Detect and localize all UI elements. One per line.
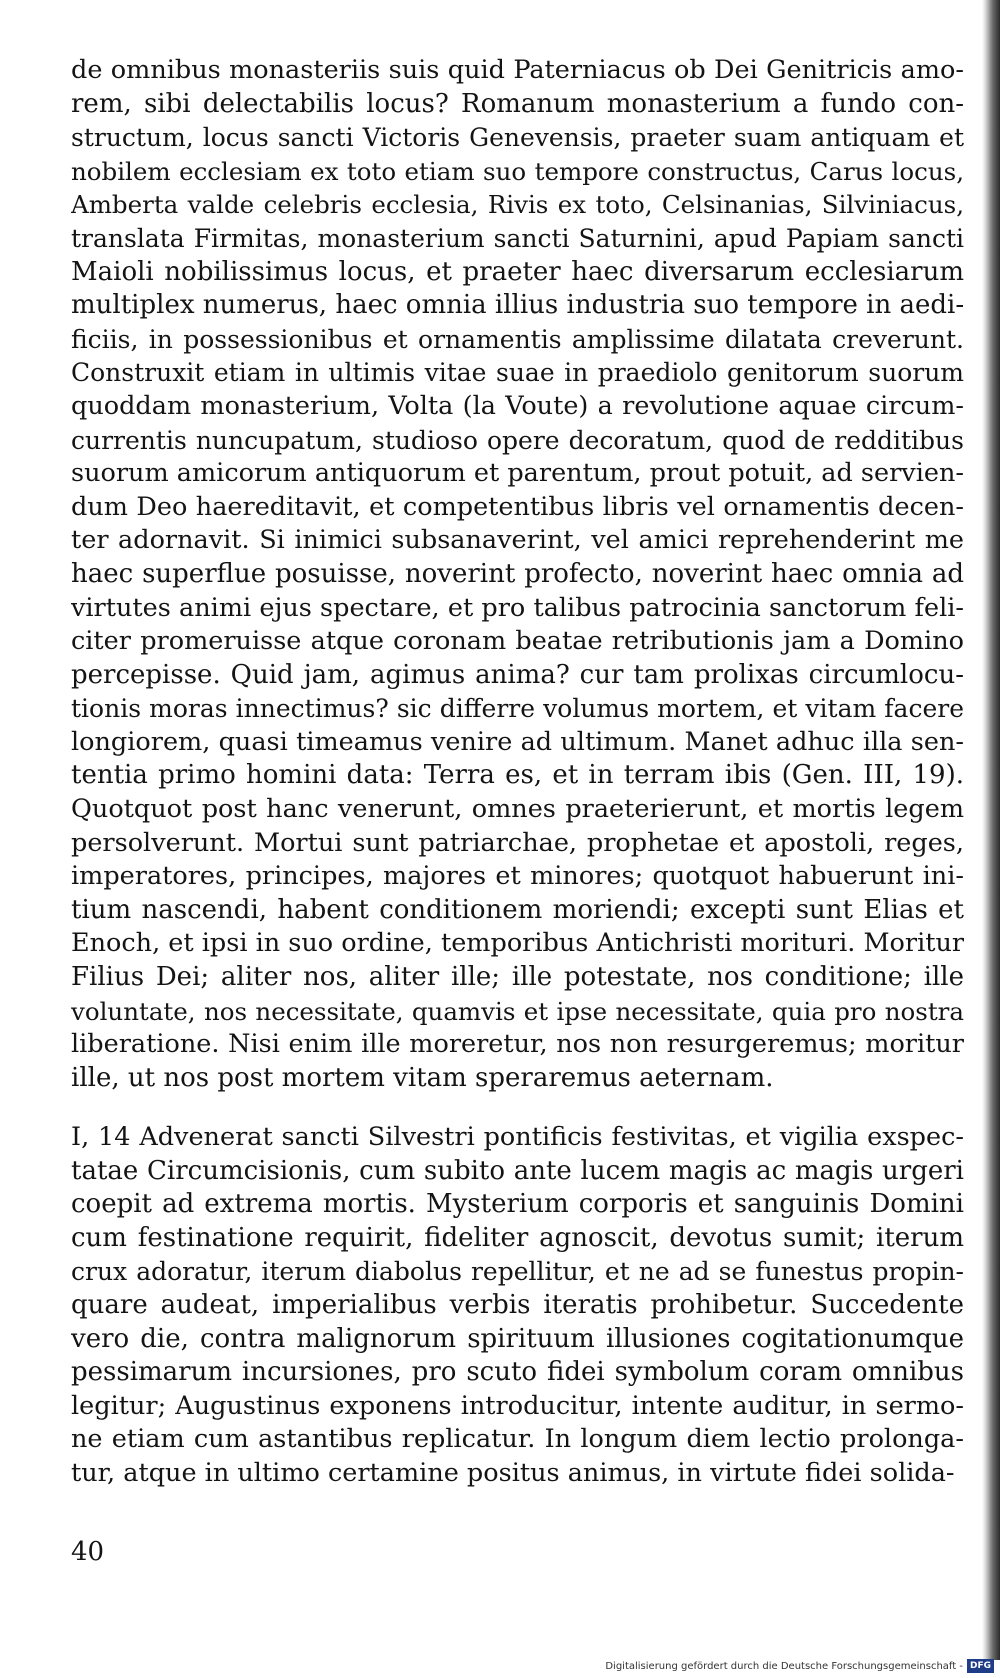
text-line: Filius Dei; aliter nos, aliter ille; ille potestate, nos conditione; ille [71,962,964,993]
text-line: ter adornavit. Si inimici subsanaverint, vel amici reprehenderint me [71,525,964,556]
text-line: persolverunt. Mortui sunt patriarchae, prophetae et apostoli, reges, [71,827,964,858]
text-line: tium nascendi, habent conditionem moriendi; excepti sunt Elias et [71,894,964,925]
text-line: citer promeruisse atque coronam beatae retributionis jam a Domino [71,626,964,657]
text-line: tentia primo homini data: Terra es, et in terram ibis (Gen. III, 19). [71,760,964,791]
text-line: vero die, contra malignorum spirituum illusiones cogitationumque [71,1323,964,1354]
text-line: tatae Circumcisionis, cum subito ante lucem magis ac magis urgeri [71,1155,964,1186]
text-line: currentis nuncupatum, studioso opere decoratum, quod de redditibus [71,425,964,455]
text-line: ille, ut nos post mortem vitam speraremus aeternam. [71,1062,774,1093]
digitization-footer [605,1658,994,1674]
text-line: Amberta valde celebris ecclesia, Rivis ex toto, Celsinanias, Silviniacus, [71,190,964,220]
footer-credit-text: Digitalisierung gefördert durch die Deutsche Forschungsgemeinschaft - [605,1660,963,1672]
text-line: suorum amicorum antiquorum et parentum, prout potuit, ad servien- [71,458,964,489]
text-line: multiplex numerus, haec omnia illius industria suo tempore in aedi- [71,290,964,321]
text-line: nobilem ecclesiam ex toto etiam suo tempore constructus, Carus locus, [71,156,964,186]
page-edge-shadow [982,0,1000,1660]
text-line: liberatione. Nisi enim ille moreretur, nos non resurgeremus; moritur [71,1029,964,1060]
text-line: coepit ad extrema mortis. Mysterium corporis et sanguinis Domini [71,1189,964,1220]
text-line: ne etiam cum astantibus replicatur. In longum diem lectio prolonga- [71,1424,964,1455]
text-line: tionis moras innectimus? sic differre volumus mortem, et vitam facere [71,694,964,724]
text-line: longiorem, quasi timeamus venire ad ultimum. Manet adhuc illa sen- [71,726,964,757]
text-line: imperatores, principes, majores et minores; quotquot habuerunt ini- [71,861,964,892]
text-line: tur, atque in ultimo certamine positus animus, in virtute fidei solida- [71,1457,955,1488]
paragraph-1 [71,54,964,1095]
text-line: structum, locus sancti Victoris Genevensis, praeter suam antiquam et [71,123,964,153]
text-line: de omnibus monasteriis suis quid Paterniacus ob Dei Genitricis amo- [71,55,964,85]
text-line: haec superflue posuisse, noverint profecto, noverint haec omnia ad [71,558,964,589]
text-line: I, 14 Advenerat sancti Silvestri pontificis festivitas, et vigilia exspec- [71,1122,964,1152]
text-line: Maioli nobilissimus locus, et praeter haec diversarum ecclesiarum [71,256,964,287]
text-line: ficiis, in possessionibus et ornamentis amplissime dilatata creverunt. [71,324,964,354]
text-line: translata Firmitas, monasterium sancti Saturnini, apud Papiam sancti [71,223,964,253]
text-line: Quotquot post hanc venerunt, omnes praeterierunt, et mortis legem [71,794,964,825]
text-line: quoddam monasterium, Volta (la Voute) a revolutione aquae circum- [71,390,964,421]
text-line: percepisse. Quid jam, agimus anima? cur tam prolixas circumlocu- [71,659,964,690]
text-line: dum Deo haereditavit, et competentibus libris vel ornamentis decen- [71,491,964,522]
text-line: virtutes animi ejus spectare, et pro talibus patrocinia sanctorum feli- [71,592,964,623]
text-line: rem, sibi delectabilis locus? Romanum monasterium a fundo con- [71,88,964,119]
text-line: cum festinatione requirit, fideliter agnoscit, devotus sumit; iterum [71,1222,964,1253]
text-line: crux adoratur, iterum diabolus repellitur, et ne ad se funestus propin- [71,1257,964,1287]
text-line: voluntate, nos necessitate, quamvis et ipse necessitate, quia pro nostra [71,996,964,1026]
paragraph-2 [71,1121,964,1491]
text-line: pessimarum incursiones, pro scuto fidei symbolum coram omnibus [71,1357,964,1388]
text-line: Construxit etiam in ultimis vitae suae in praediolo genitorum suorum [71,358,964,388]
text-line: Enoch, et ipsi in suo ordine, temporibus Antichristi morituri. Moritur [71,928,964,959]
dfg-logo: DFG [967,1659,994,1673]
text-line: legitur; Augustinus exponens introducitur, intente auditur, in sermo- [71,1390,964,1421]
text-line: quare audeat, imperialibus verbis iteratis prohibetur. Succedente [71,1289,964,1320]
page-number: 40 [71,1537,105,1567]
